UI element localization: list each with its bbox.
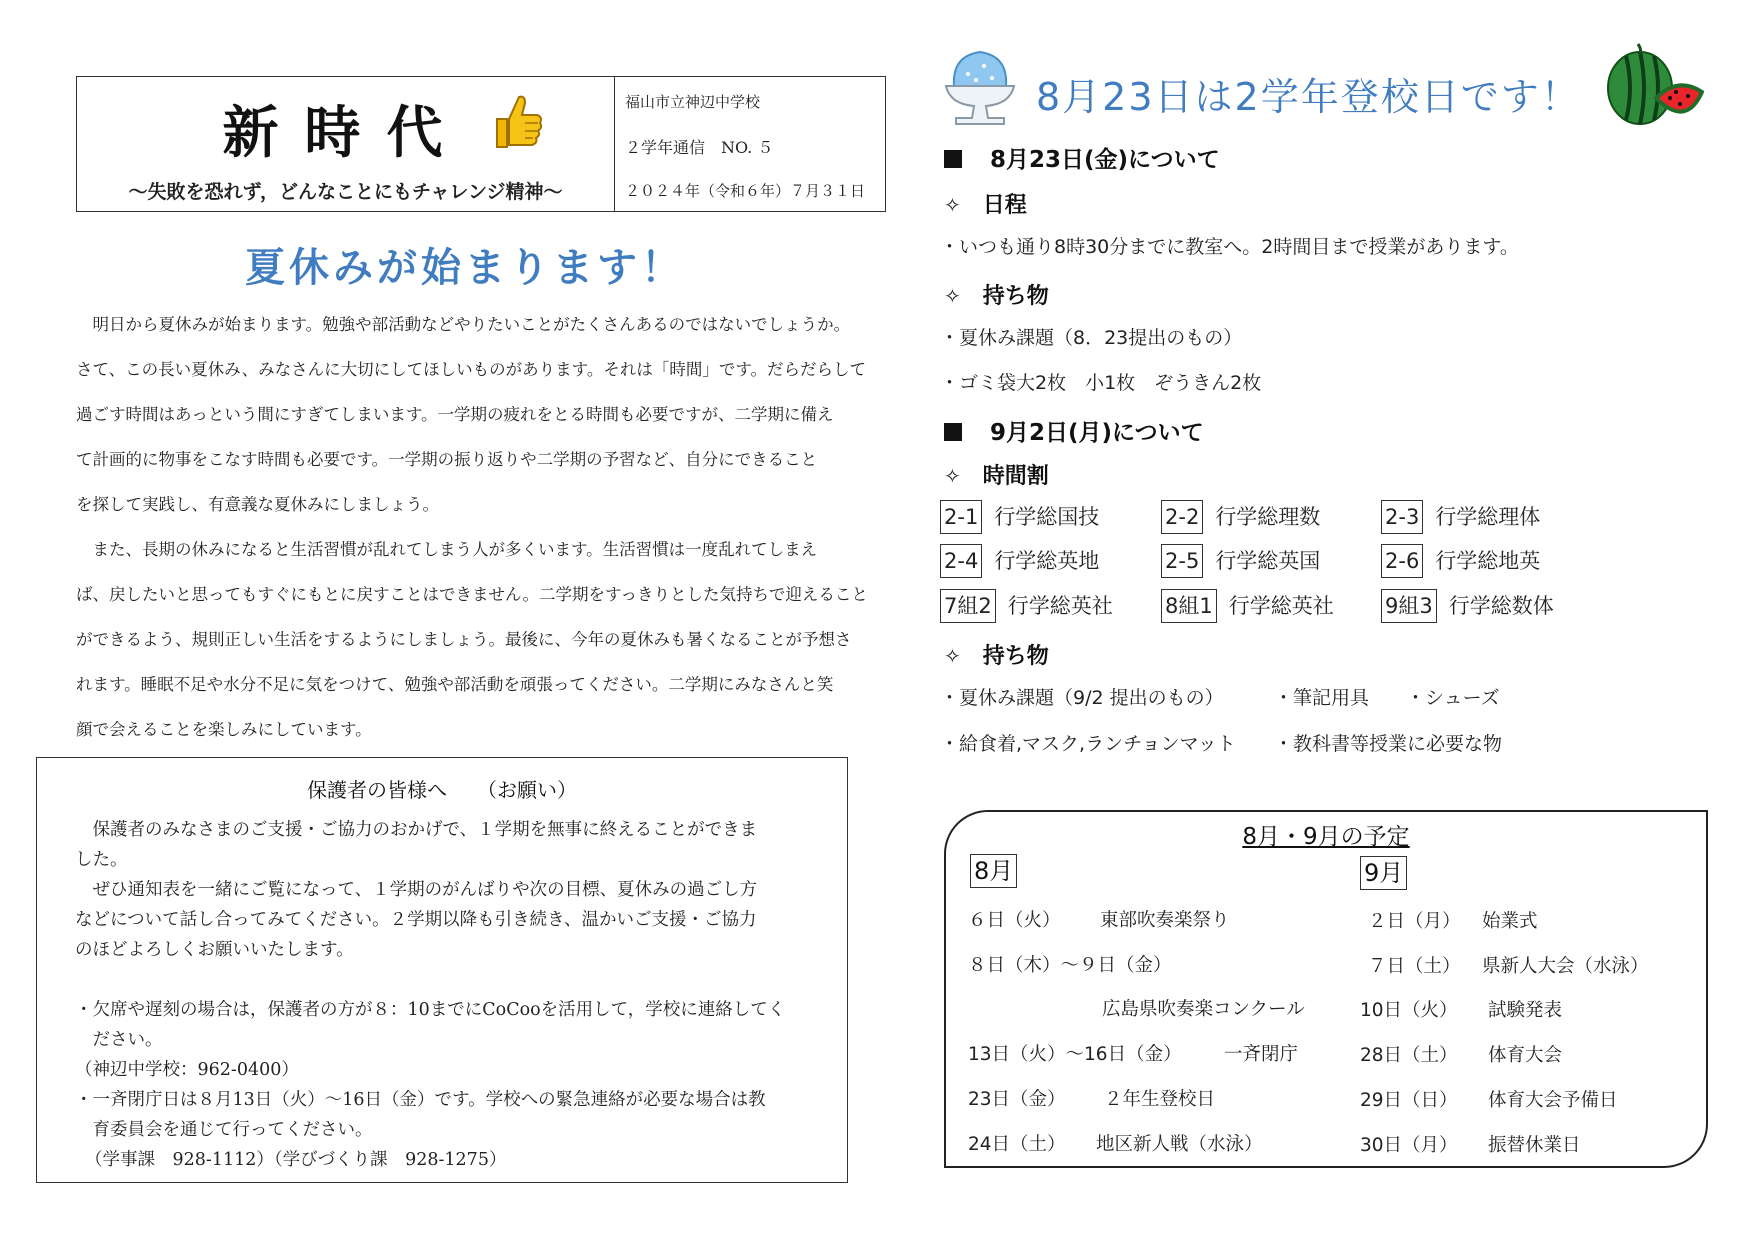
aug-event xyxy=(968,906,1230,932)
belongings2-item: ・夏休み課題（9/2 提出のもの） xyxy=(940,687,1224,709)
issue-number: ２学年通信 NO. ５ xyxy=(625,138,774,157)
notice-line: ぜひ通知表を一緒にご覧になって、１学期のがんばりや次の目標、夏休みの過ごし方 xyxy=(75,880,758,900)
event-date: ８日（木）～９日（金） xyxy=(968,955,1172,976)
event-name: 始業式 xyxy=(1482,911,1538,932)
timetable-entry xyxy=(940,589,1113,623)
shaved-ice-icon xyxy=(940,46,1020,128)
paragraph-line: また、長期の休みになると生活習慣が乱れてしまう人が多くいます。生活習慣は一度乱れてしまえ xyxy=(76,540,818,559)
class-subjects: 行学総国技 xyxy=(994,505,1100,529)
class-label: 2-2 xyxy=(1161,500,1203,534)
sep-event xyxy=(1360,996,1562,1022)
sparkle-icon: ✧ xyxy=(944,644,961,668)
belongings2-item: ・筆記用具 xyxy=(1274,687,1370,709)
class-label: 8組1 xyxy=(1161,589,1217,623)
summer-headline: 夏休みが始まります！ xyxy=(245,245,685,291)
class-subjects: 行学総英社 xyxy=(1007,594,1113,618)
timetable-entry xyxy=(1161,544,1320,578)
paragraph-line: ば、戻したいと思ってもすぐにもとに戻すことはできません。二学期をすっきりとした気持ちで迎えること xyxy=(76,585,868,604)
sep-event xyxy=(1360,1041,1562,1067)
belongings2-item: ・給食着,マスク,ランチョンマット xyxy=(940,733,1236,755)
event-date: 23日（金） xyxy=(968,1089,1066,1110)
event-name: 一斉閉庁 xyxy=(1224,1044,1299,1065)
notice-note: ・欠席や遅刻の場合は，保護者の方が８：10までにCoCooを活用して，学校に連絡してく xyxy=(75,1000,786,1020)
event-date: 29日（日） xyxy=(1360,1090,1458,1111)
notice-line: のほどよろしくお願いいたします。 xyxy=(75,940,354,960)
aug23-heading-text: 8月23日(金)について xyxy=(990,147,1220,173)
class-subjects: 行学総数体 xyxy=(1448,594,1554,618)
belongings-heading-text: 持ち物 xyxy=(982,284,1049,309)
parents-notice-title: 保護者の皆様へ （お願い） xyxy=(307,778,577,802)
timetable-entry xyxy=(1381,500,1540,534)
sep-event xyxy=(1360,1131,1581,1157)
timetable-heading-text: 時間割 xyxy=(982,464,1049,489)
schedule-box-title: 8月・9月の予定 xyxy=(1242,824,1410,850)
event-date: 28日（土） xyxy=(1360,1045,1458,1066)
aug-event xyxy=(968,951,1172,977)
issue-date: ２０２４年（令和６年）７月３１日 xyxy=(625,182,866,200)
schedule-text: ・いつも通り8時30分までに教室へ。2時間目まで授業があります。 xyxy=(940,236,1519,258)
notice-note: ・一斉閉庁日は８月13日（火）～16日（金）です。学校への緊急連絡が必要な場合は教 xyxy=(75,1090,766,1110)
summer-paragraph-1 xyxy=(76,302,876,752)
timetable-entry xyxy=(940,500,1099,534)
notice-note: 育委員会を通じて行ってください。 xyxy=(75,1120,373,1140)
belongings2-item: ・シューズ xyxy=(1406,687,1500,709)
event-name: 広島県吹奏楽コンクール xyxy=(1102,999,1305,1020)
class-label: 2-1 xyxy=(940,500,982,534)
timetable-entry xyxy=(1381,589,1554,623)
event-date: ７日（土） xyxy=(1368,956,1461,977)
sep-event xyxy=(1360,1086,1618,1112)
schedule-heading xyxy=(944,188,1027,219)
newsletter-title: 新時代 xyxy=(222,101,469,166)
paragraph-line: ができるよう、規則正しい生活をするようにしましょう。最後に、今年の夏休みも暑くなることが予想さ xyxy=(76,630,852,649)
sparkle-icon: ✧ xyxy=(944,284,961,308)
masthead-title-panel xyxy=(77,77,615,211)
belongings-item: ・夏休み課題（8．23提出のもの） xyxy=(940,327,1243,349)
belongings-heading xyxy=(944,279,1049,310)
event-name: 体育大会 xyxy=(1488,1045,1563,1066)
class-subjects: 行学総地英 xyxy=(1435,549,1541,573)
aug-event xyxy=(968,1130,1263,1156)
sparkle-icon: ✧ xyxy=(944,464,961,488)
aug23-heading xyxy=(944,141,1220,174)
september-label: 9月 xyxy=(1360,856,1407,890)
aug-event xyxy=(1102,995,1305,1021)
sparkle-icon: ✧ xyxy=(944,193,961,217)
notice-line: した。 xyxy=(75,850,128,870)
timetable-entry xyxy=(1161,589,1334,623)
paragraph-line: 過ごす時間はあっという間にすぎてしまいます。一学期の疲れをとる時間も必要ですが、二学期に備え xyxy=(76,405,834,424)
timetable-heading xyxy=(944,459,1049,490)
august-label: 8月 xyxy=(970,854,1017,888)
class-label: 7組2 xyxy=(940,589,996,623)
event-name: ２年生登校日 xyxy=(1104,1089,1216,1110)
event-date: 24日（土） xyxy=(968,1134,1066,1155)
paragraph-line: れます。睡眠不足や水分不足に気をつけて、勉強や部活動を頑張ってください。二学期にみなさんと笑 xyxy=(76,675,834,694)
notice-line: 保護者のみなさまのご支援・ご協力のおかげで、１学期を無事に終えることができま xyxy=(75,820,758,840)
paragraph-line: 明日から夏休みが始まります。勉強や部活動などやりたいことがたくさんあるのではないでしょうか。 xyxy=(76,315,851,334)
slogan: ～失敗を恐れず，どんなことにもチャレンジ精神～ xyxy=(128,181,563,203)
parents-notice-box xyxy=(36,757,848,1183)
thumbs-up-icon xyxy=(487,91,543,151)
class-label: 2-5 xyxy=(1161,544,1203,578)
notice-note: （神辺中学校：962-0400） xyxy=(75,1060,299,1080)
aug-event xyxy=(968,1040,1298,1066)
notice-line: などについて話し合ってみてください。２学期以降も引き続き、温かいご支援・ご協力 xyxy=(75,910,757,930)
square-bullet-icon xyxy=(944,150,962,168)
square-bullet-icon xyxy=(944,423,962,441)
event-date: ２日（月） xyxy=(1368,911,1461,932)
paragraph-line: さて、この長い夏休み、みなさんに大切にしてほしいものがあります。それは「時間」です。だらだらして xyxy=(76,360,867,379)
notice-note: ださい。 xyxy=(75,1030,163,1050)
belongings-item: ・ゴミ袋大2枚 小1枚 ぞうきん2枚 xyxy=(940,372,1262,394)
class-subjects: 行学総理体 xyxy=(1435,505,1541,529)
sep2-heading xyxy=(944,414,1204,447)
school-day-banner: 8月23日は2学年登校日です！ xyxy=(1036,75,1581,119)
class-subjects: 行学総英国 xyxy=(1215,549,1321,573)
class-subjects: 行学総英社 xyxy=(1228,594,1334,618)
event-name: 振替休業日 xyxy=(1488,1135,1581,1156)
class-subjects: 行学総英地 xyxy=(994,549,1100,573)
event-name: 県新人大会（水泳） xyxy=(1482,956,1649,977)
sep-event xyxy=(1368,907,1538,933)
event-date: ６日（火） xyxy=(968,910,1061,931)
aug-sep-schedule-box xyxy=(944,810,1708,1168)
class-label: 2-6 xyxy=(1381,544,1423,578)
event-name: 東部吹奏楽祭り xyxy=(1100,910,1230,931)
event-date: 10日（火） xyxy=(1360,1000,1458,1021)
timetable-entry xyxy=(1381,544,1540,578)
watermelon-icon xyxy=(1604,42,1704,132)
class-label: 2-4 xyxy=(940,544,982,578)
class-label: 2-3 xyxy=(1381,500,1423,534)
notice-note: （学事課 928-1112）（学びづくり課 928-1275） xyxy=(85,1150,507,1170)
masthead xyxy=(76,76,886,212)
timetable-entry xyxy=(940,544,1099,578)
belongings2-heading-text: 持ち物 xyxy=(982,644,1049,669)
paragraph-line: て計画的に物事をこなす時間も必要です。一学期の振り返りや二学期の予習など、自分にできること xyxy=(76,450,818,469)
school-name: 福山市立神辺中学校 xyxy=(625,93,761,111)
event-name: 地区新人戦（水泳） xyxy=(1096,1134,1263,1155)
aug-event xyxy=(968,1085,1215,1111)
class-label: 9組3 xyxy=(1381,589,1437,623)
timetable-entry xyxy=(1161,500,1320,534)
event-name: 試験発表 xyxy=(1488,1000,1563,1021)
sep2-heading-text: 9月2日(月)について xyxy=(990,420,1204,446)
event-date: 13日（火）～16日（金） xyxy=(968,1044,1182,1065)
sep-event xyxy=(1368,952,1649,978)
class-subjects: 行学総理数 xyxy=(1215,505,1321,529)
schedule-heading-text: 日程 xyxy=(982,193,1027,218)
belongings2-heading xyxy=(944,639,1049,670)
event-name: 体育大会予備日 xyxy=(1488,1090,1618,1111)
belongings2-item: ・教科書等授業に必要な物 xyxy=(1274,733,1503,755)
event-date: 30日（月） xyxy=(1360,1135,1458,1156)
paragraph-line: を探して実践し、有意義な夏休みにしましょう。 xyxy=(76,495,439,514)
paragraph-line: 顔で会えることを楽しみにしています。 xyxy=(76,720,372,739)
